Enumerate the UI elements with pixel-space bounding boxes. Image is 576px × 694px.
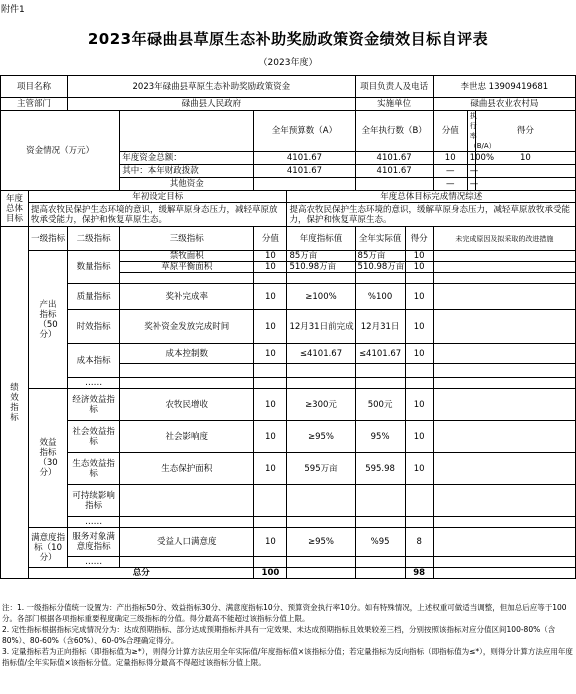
- budget-header: 全年预算数（A）: [254, 111, 355, 152]
- target-header: 年度指标值: [287, 227, 355, 251]
- fiscal-rate: —: [467, 165, 475, 178]
- fiscal-exec: 4101.67: [355, 165, 433, 178]
- r-cost-got: 10: [405, 344, 433, 364]
- r-social-actual: 95%: [355, 421, 405, 453]
- r-sat-name: 受益人口满意度: [120, 528, 254, 557]
- note-2: 2. 定性指标根据指标完成情况分为：达成预期指标、部分达成预期指标并具有一定效果、未达成预期指标且效果较差三档，分别按照该指标对应分值区间100-80%（含80%）、80-60%（含60%）、60-0%合理确定得分。: [2, 625, 556, 645]
- funds-label: 资金情况（万元）: [1, 111, 120, 191]
- r-cost-actual: ≤4101.67: [355, 344, 405, 364]
- level2-header: 二级指标: [68, 227, 120, 251]
- r-cost-reason: [433, 344, 575, 364]
- r-eco-got: 10: [405, 453, 433, 485]
- note-3: 3. 定量指标若为正向指标（即指标值为≥*），则得分计算方法应用全年实际值/年度指标值×该指标分值；若定量指标为反向指标（即指标值为≤*），则得分计算方法应用年度指标值/全年实际值×该指标分值。定量指标得分最高不得超过该指标分值上限。: [2, 647, 573, 667]
- r-time-actual: 12月31日: [355, 310, 405, 344]
- r-time-target: 12月31日前完成: [287, 310, 355, 344]
- r-sat-got: 8: [405, 528, 433, 557]
- r-cost-score: 10: [254, 344, 287, 364]
- satisfaction-ellipsis: ……: [68, 557, 120, 568]
- r-balance-actual: 510.98万亩: [355, 262, 405, 273]
- r-sat-score: 10: [254, 528, 287, 557]
- other-exec: [355, 178, 433, 191]
- actual-goal-header: 年度总体目标完成情况综述: [287, 191, 576, 203]
- r-balance-name: 草原平衡面积: [120, 262, 254, 273]
- r-sat-target: ≥95%: [287, 528, 355, 557]
- satisfaction-indicator-label: 满意度指标（10分）: [29, 528, 68, 568]
- r-ban-reason: [433, 251, 575, 262]
- r-subsidy-got: 10: [405, 284, 433, 310]
- output-indicator-label: 产出指标（50分）: [29, 251, 68, 389]
- goals-label: 年度总体目标: [1, 191, 29, 227]
- r-social-name: 社会影响度: [120, 421, 254, 453]
- r-ban-got: 10: [405, 251, 433, 262]
- r-time-name: 奖补资金发放完成时间: [120, 310, 254, 344]
- funds-got-header: 得分: [475, 111, 575, 152]
- fiscal-got: [475, 165, 575, 178]
- total-score-value: 100: [254, 568, 287, 579]
- r-time-got: 10: [405, 310, 433, 344]
- ind-got-header: 得分: [405, 227, 433, 251]
- r-social-reason: [433, 421, 575, 453]
- r-subsidy-target: ≥100%: [287, 284, 355, 310]
- initial-goal-header: 年初设定目标: [29, 191, 287, 203]
- ecological-label: 生态效益指标: [68, 453, 120, 485]
- r-eco-score: 10: [254, 453, 287, 485]
- r-social-target: ≥95%: [287, 421, 355, 453]
- project-name-value: 2023年碌曲县草原生态补助奖励政策资金: [68, 76, 355, 98]
- r-balance-reason: [433, 262, 575, 273]
- footnotes: [2, 602, 574, 668]
- total-rate: 100%: [467, 152, 475, 165]
- r-ban-name: 禁牧面积: [120, 251, 254, 262]
- total-score: 10: [433, 152, 467, 165]
- leader-value: 李世忠 13909419681: [433, 76, 575, 98]
- r-social-score: 10: [254, 421, 287, 453]
- benefit-ellipsis: ……: [68, 517, 120, 528]
- r-eco-name: 生态保护面积: [120, 453, 254, 485]
- year-subtitle: （2023年度）: [258, 58, 318, 68]
- r-subsidy-name: 奖补完成率: [120, 284, 254, 310]
- benefit-indicator-label: 效益指标（30分）: [29, 389, 68, 528]
- r-income-name: 农牧民增收: [120, 389, 254, 421]
- ind-score-header: 分值: [254, 227, 287, 251]
- r-income-reason: [433, 389, 575, 421]
- unit-value: 碌曲县农业农村局: [433, 98, 575, 111]
- r-eco-target: 595万亩: [287, 453, 355, 485]
- quality-label: 质量指标: [68, 284, 120, 310]
- economic-label: 经济效益指标: [68, 389, 120, 421]
- r-cost-target: ≤4101.67: [287, 344, 355, 364]
- r-ban-target: 85万亩: [287, 251, 355, 262]
- initial-goal-text: 提高农牧民保护生态环境的意识，缓解草原身态压力，减轻草原放牧承受能力，保护和恢复草原生态。: [29, 203, 287, 227]
- reason-header: 未完成原因及拟采取的改进措施: [433, 227, 575, 251]
- actual-goal-text: 提高农牧民保护生态环境的意识，缓解草原身态压力，减轻草原放牧承受能力，保护和恢复草原生态。: [287, 203, 576, 227]
- evaluation-table: [0, 75, 576, 579]
- fiscal-budget: 4101.67: [254, 165, 355, 178]
- total-got: 10: [475, 152, 575, 165]
- r-subsidy-reason: [433, 284, 575, 310]
- total-exec: 4101.67: [355, 152, 433, 165]
- other-rate: —: [467, 178, 475, 191]
- rate-header: 执行率（B/A）: [467, 111, 475, 152]
- service-label: 服务对象满意度指标: [68, 528, 120, 557]
- quantity-blank: [120, 273, 254, 284]
- other-funds-label: 其他资金: [120, 178, 254, 191]
- funds-score-header: 分值: [433, 111, 467, 152]
- total-budget: 4101.67: [254, 152, 355, 165]
- r-time-score: 10: [254, 310, 287, 344]
- r-subsidy-actual: %100: [355, 284, 405, 310]
- r-ban-score: 10: [254, 251, 287, 262]
- r-income-actual: 500元: [355, 389, 405, 421]
- output-ellipsis: ……: [68, 378, 120, 389]
- other-got: [475, 178, 575, 191]
- sustain-label: 可持续影响指标: [68, 485, 120, 517]
- r-balance-score: 10: [254, 262, 287, 273]
- r-sat-reason: [433, 528, 575, 557]
- total-funds-label: 年度资金总额：: [120, 152, 254, 165]
- r-time-reason: [433, 310, 575, 344]
- r-balance-target: 510.98万亩: [287, 262, 355, 273]
- r-sat-actual: %95: [355, 528, 405, 557]
- level3-header: 三级指标: [120, 227, 254, 251]
- total-label: 总分: [29, 568, 254, 579]
- funds-empty-cell: [120, 111, 254, 152]
- attachment-label: 附件1: [1, 5, 25, 15]
- r-social-got: 10: [405, 421, 433, 453]
- dept-value: 碌曲县人民政府: [68, 98, 355, 111]
- r-income-score: 10: [254, 389, 287, 421]
- level1-header: 一级指标: [29, 227, 68, 251]
- fiscal-score: —: [433, 165, 467, 178]
- fiscal-label: 其中：本年财政拨款: [120, 165, 254, 178]
- note-1: 注：1. 一级指标分值统一设置为：产出指标50分、效益指标30分、满意度指标10分、预算资金执行率10分。如有特殊情况，上述权重可做适当调整，但加总后应等于100分。各部门根据各项指标重要程度确定三级指标的分值。得分最高不能超过该指标分值上限。: [2, 603, 567, 623]
- cost-label: 成本指标: [68, 344, 120, 378]
- total-got-value: 98: [405, 568, 433, 579]
- r-eco-reason: [433, 453, 575, 485]
- r-subsidy-score: 10: [254, 284, 287, 310]
- other-score: —: [433, 178, 467, 191]
- r-ban-actual: 85万亩: [355, 251, 405, 262]
- page-title: 2023年碌曲县草原生态补助奖励政策资金绩效目标自评表: [87, 30, 489, 48]
- other-budget: [254, 178, 355, 191]
- project-name-label: 项目名称: [1, 76, 68, 98]
- perf-indicator-label: 绩效指标: [1, 227, 29, 579]
- dept-label: 主管部门: [1, 98, 68, 111]
- r-income-got: 10: [405, 389, 433, 421]
- leader-label: 项目负责人及电话: [355, 76, 433, 98]
- exec-header: 全年执行数（B）: [355, 111, 433, 152]
- timeliness-label: 时效指标: [68, 310, 120, 344]
- social-label: 社会效益指标: [68, 421, 120, 453]
- quantity-label: 数量指标: [68, 251, 120, 284]
- r-balance-got: 10: [405, 262, 433, 273]
- r-income-target: ≥300元: [287, 389, 355, 421]
- r-cost-name: 成本控制数: [120, 344, 254, 364]
- r-eco-actual: 595.98: [355, 453, 405, 485]
- actual-header: 全年实际值: [355, 227, 405, 251]
- unit-label: 实施单位: [355, 98, 433, 111]
